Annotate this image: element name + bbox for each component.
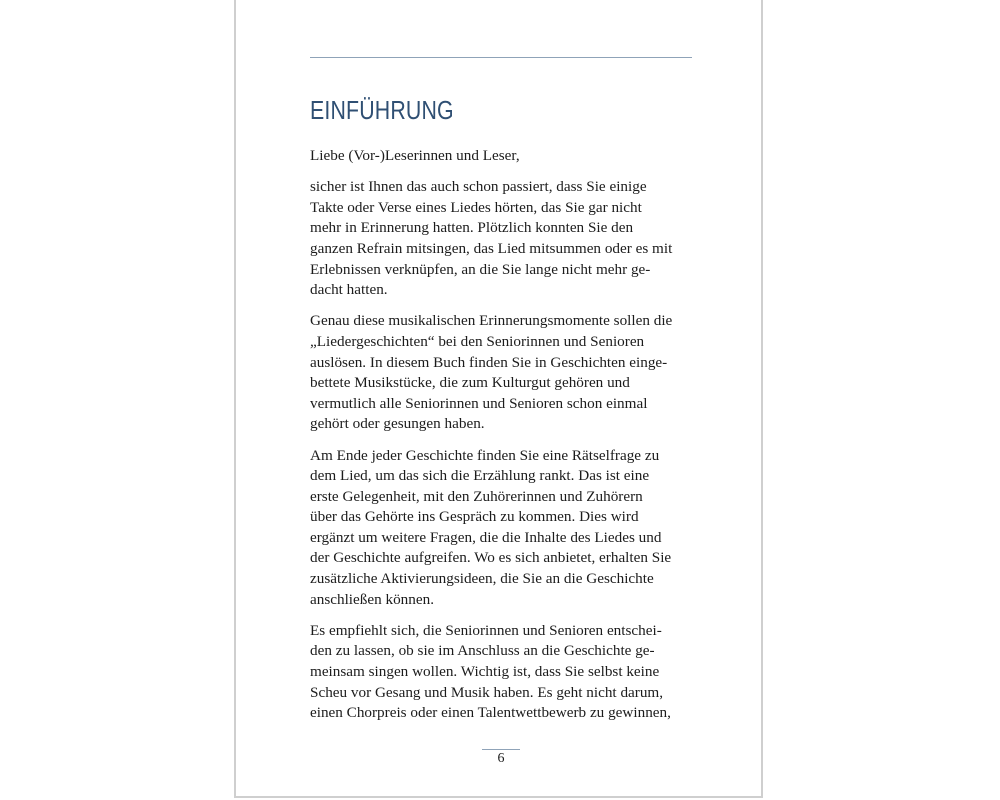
text-line: auslösen. In diesem Buch finden Sie in Geschichten einge- bbox=[310, 353, 668, 371]
text-line: Erlebnissen verknüpfen, an die Sie lange nicht mehr ge- bbox=[310, 260, 651, 278]
text-line: einen Chorpreis oder einen Talentwettbewerb zu gewinnen, bbox=[310, 704, 671, 722]
top-divider bbox=[310, 57, 692, 58]
text-line: meinsam singen wollen. Wichtig ist, dass Sie selbst keine bbox=[310, 663, 660, 681]
salutation: Liebe (Vor-)Leserinnen und Leser, bbox=[310, 147, 520, 164]
text-line: über das Gehörte ins Gespräch zu kommen. Dies wird bbox=[310, 508, 639, 526]
text-line: anschließen können. bbox=[310, 590, 434, 608]
text-line: Es empfiehlt sich, die Seniorinnen und Senioren entschei- bbox=[310, 621, 662, 639]
text-line: Genau diese musikalischen Erinnerungsmomente sollen die bbox=[310, 312, 673, 330]
text-line: vermutlich alle Seniorinnen und Senioren schon einmal bbox=[310, 394, 648, 412]
text-line: sicher ist Ihnen das auch schon passiert, dass Sie einige bbox=[310, 178, 647, 196]
text-line: Am Ende jeder Geschichte finden Sie eine Rätselfrage zu bbox=[310, 446, 660, 464]
paragraph-2 bbox=[310, 311, 700, 435]
text-line: dem Lied, um das sich die Erzählung rankt. Das ist eine bbox=[310, 467, 650, 485]
text-line: der Geschichte aufgreifen. Wo es sich anbietet, erhalten Sie bbox=[310, 549, 672, 567]
paragraph-4 bbox=[310, 621, 700, 724]
text-line: „Liedergeschichten“ bei den Seniorinnen und Senioren bbox=[310, 332, 645, 350]
text-line: zusätzliche Aktivierungsideen, die Sie an die Geschichte bbox=[310, 570, 654, 588]
text-line: erste Gelegenheit, mit den Zuhörerinnen und Zuhörern bbox=[310, 487, 643, 505]
paragraph-1 bbox=[310, 177, 700, 301]
page-number: 6 bbox=[497, 751, 505, 766]
text-line: ganzen Refrain mitsingen, das Lied mitsummen oder es mit bbox=[310, 239, 673, 257]
paragraph-3 bbox=[310, 446, 700, 611]
text-line: dacht hatten. bbox=[310, 281, 388, 299]
document-page bbox=[234, 0, 763, 798]
text-line: Scheu vor Gesang und Musik haben. Es geht nicht darum, bbox=[310, 683, 664, 701]
text-line: bettete Musikstücke, die zum Kulturgut gehören und bbox=[310, 374, 630, 392]
page-title: EINFÜHRUNG bbox=[310, 95, 454, 125]
text-line: mehr in Erinnerung hatten. Plötzlich konnten Sie den bbox=[310, 219, 634, 237]
text-line: Takte oder Verse eines Liedes hörten, das Sie gar nicht bbox=[310, 198, 642, 216]
text-line: gehört oder gesungen haben. bbox=[310, 415, 485, 433]
body-text bbox=[310, 146, 700, 734]
footer-divider bbox=[482, 749, 520, 750]
text-line: den zu lassen, ob sie im Anschluss an die Geschichte ge- bbox=[310, 642, 655, 660]
text-line: ergänzt um weitere Fragen, die die Inhalte des Liedes und bbox=[310, 528, 662, 546]
